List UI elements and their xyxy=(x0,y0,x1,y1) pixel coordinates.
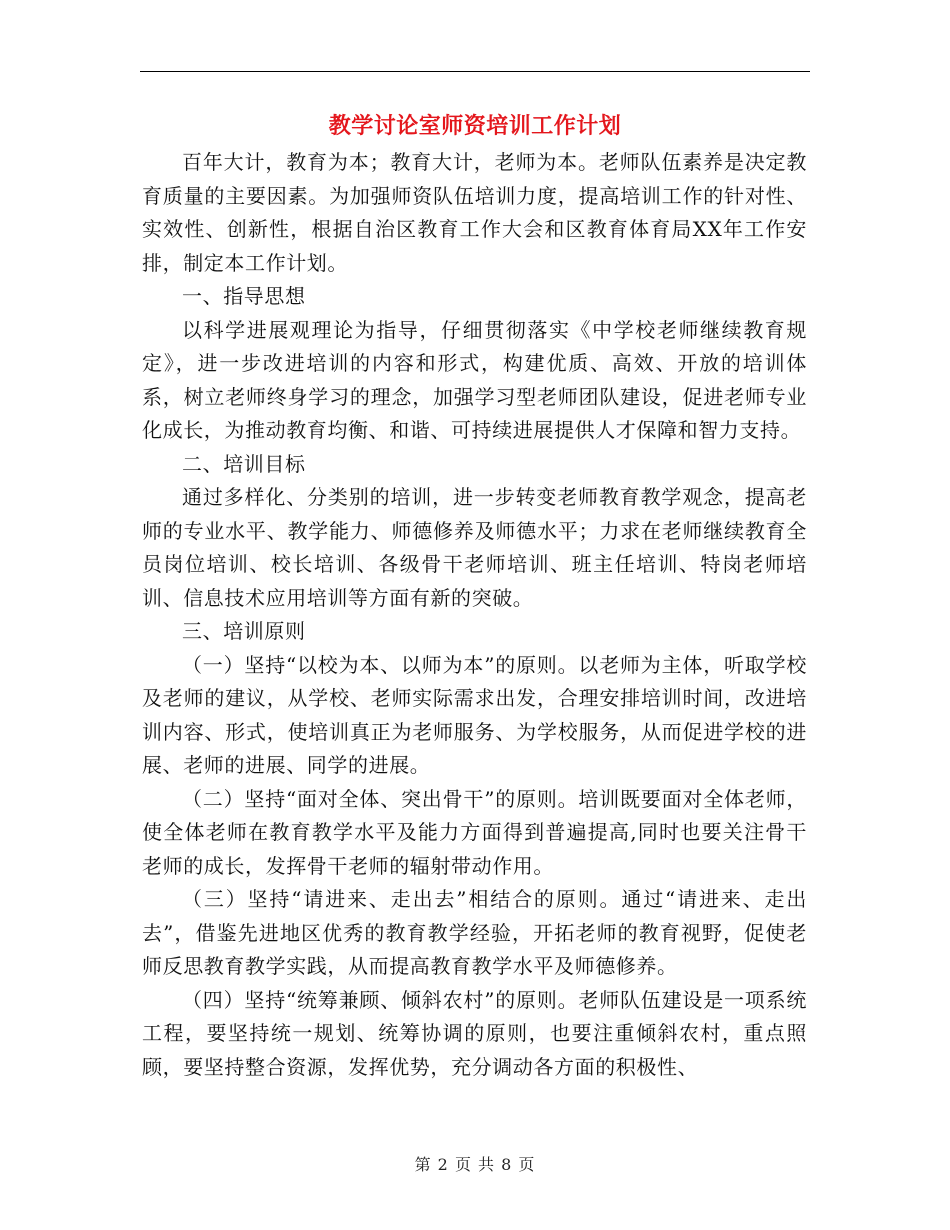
heading-training-principles: 三、培训原则 xyxy=(182,619,306,643)
heading-guiding-ideology: 一、指导思想 xyxy=(182,284,306,308)
paragraph-training-goals: 通过多样化、分类别的培训，进一步转变老师教育教学观念，提高老师的专业水平、教学能力、师德修养及师德水平；力求在老师继续教育全员岗位培训、校长培训、各级骨干老师培训、班主任培训、特岗老师培训、信息技术应用培训等方面有新的突破。 xyxy=(142,485,807,610)
document-body xyxy=(142,146,807,1084)
heading-training-goals: 二、培训目标 xyxy=(182,451,306,476)
paragraph-principle-1: （一）坚持“以校为本、以师为本”的原则。以老师为主体，听取学校及老师的建议，从学校、老师实际需求出发，合理安排培训时间，改进培训内容、形式，使培训真正为老师服务、为学校服务，从而促进学校的进展、老师的进展、同学的进展。 xyxy=(142,652,807,777)
paragraph-principle-4: （四）坚持“统筹兼顾、倾斜农村”的原则。老师队伍建设是一项系统工程，要坚持统一规划、统筹协调的原则，也要注重倾斜农村，重点照顾，要坚持整合资源，发挥优势，充分调动各方面的积极性、 xyxy=(142,987,807,1079)
header-rule xyxy=(140,71,810,72)
paragraph-principle-3: （三）坚持“请进来、走出去”相结合的原则。通过“请进来、走出去”，借鉴先进地区优秀的教育教学经验，开拓老师的教育视野，促使老师反思教育教学实践，从而提高教育教学水平及师德修养。 xyxy=(142,887,807,978)
paragraph-intro: 百年大计，教育为本；教育大计，老师为本。老师队伍素养是决定教育质量的主要因素。为加强师资队伍培训力度，提高培训工作的针对性、实效性、创新性，根据自治区教育工作大会和区教育体育局XX年工作安排，制定本工作计划。 xyxy=(142,150,807,275)
paragraph-principle-2: （二）坚持“面对全体、突出骨干”的原则。培训既要面对全体老师，使全体老师在教育教学水平及能力方面得到普遍提高,同时也要关注骨干老师的成长，发挥骨干老师的辐射带动作用。 xyxy=(142,786,807,878)
document-title: 教学讨论室师资培训工作计划 xyxy=(328,113,622,139)
page-number: 第 2 页 共 8 页 xyxy=(414,1155,536,1174)
paragraph-guiding-ideology: 以科学进展观理论为指导，仔细贯彻落实《中学校老师继续教育规定》，进一步改进培训的内容和形式，构建优质、高效、开放的培训体系，树立老师终身学习的理念，加强学习型老师团队建设，促进老师专业化成长，为推动教育均衡、和谐、可持续进展提供人才保障和智力支持。 xyxy=(142,317,807,442)
